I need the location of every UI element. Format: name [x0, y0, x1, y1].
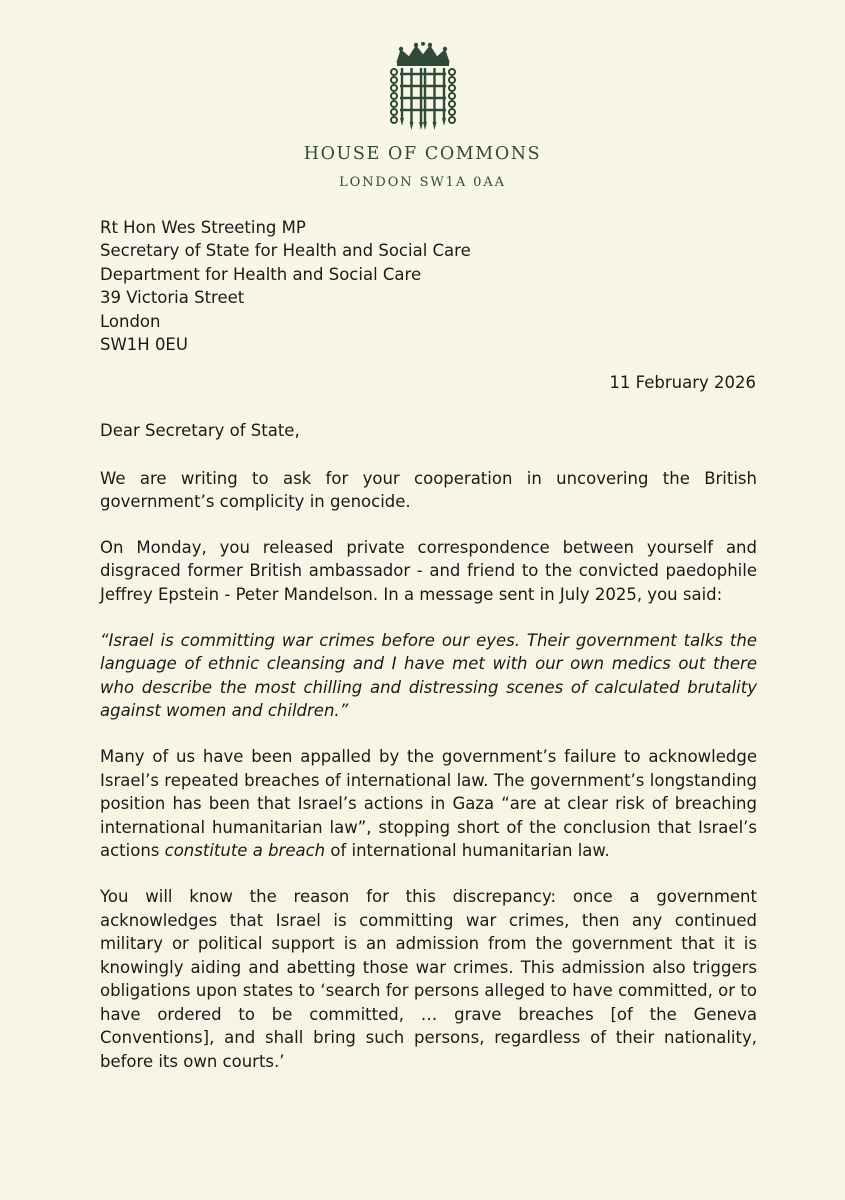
paragraph-text: of international humanitarian law. [325, 841, 610, 861]
recipient-street: 39 Victoria Street [100, 288, 245, 308]
recipient-postcode: SW1H 0EU [100, 335, 188, 355]
house-address: LONDON SW1A 0AA [339, 175, 506, 190]
paragraph-text: Many of us have been appalled by the government’s failure to acknowledge Israel’s repeated breaches of international law. The government’s longstanding position has been that Israel’s actions in Gaza “are at clear risk of breaching international humanitarian law”, stopping short of the conclusion that Israel’s actions [100, 746, 757, 861]
house-name: HOUSE OF COMMONS [303, 144, 542, 164]
recipient-name: Rt Hon Wes Streeting MP [100, 218, 306, 237]
letter-date: 11 February 2026 [609, 373, 756, 392]
paragraph-discrepancy: You will know the reason for this discrepancy: once a government acknowledges that Israel is committing war crimes, then any continued military or political support is an admission from the government that it is knowingly aiding and abetting those war crimes. This admission also triggers obligations upon states to ‘search for persons alleged to have committed, or to have ordered to be committed, … grave breaches [of the Geneva Conventions], and shall bring such persons, regardless of their nationality, before its own courts.’ [100, 886, 757, 1072]
letter-body [100, 419, 757, 1096]
recipient-address [100, 216, 471, 356]
paragraph-government-position [100, 745, 757, 863]
portcullis-crest-icon [389, 42, 457, 132]
recipient-title: Secretary of State for Health and Social Care [100, 241, 471, 261]
recipient-city: London [100, 311, 161, 331]
recipient-department: Department for Health and Social Care [100, 264, 422, 284]
quoted-message: “Israel is committing war crimes before our eyes. Their government talks the language of ethnic cleansing and I have met with our own medics out there who describe the most chilling and distressing scenes of calculated brutality against women and children.” [100, 630, 757, 721]
emphasis-text: constitute a breach [164, 841, 326, 861]
paragraph-request: We are writing to ask for your cooperation in uncovering the British government’s complicity in genocide. [100, 468, 757, 512]
paragraph-correspondence: On Monday, you released private correspondence between yourself and disgraced former British ambassador - and friend to the convicted paedophile Jeffrey Epstein - Peter Mandelson. In a message sent in July 2025, you said: [100, 537, 757, 604]
salutation: Dear Secretary of State, [100, 421, 300, 440]
